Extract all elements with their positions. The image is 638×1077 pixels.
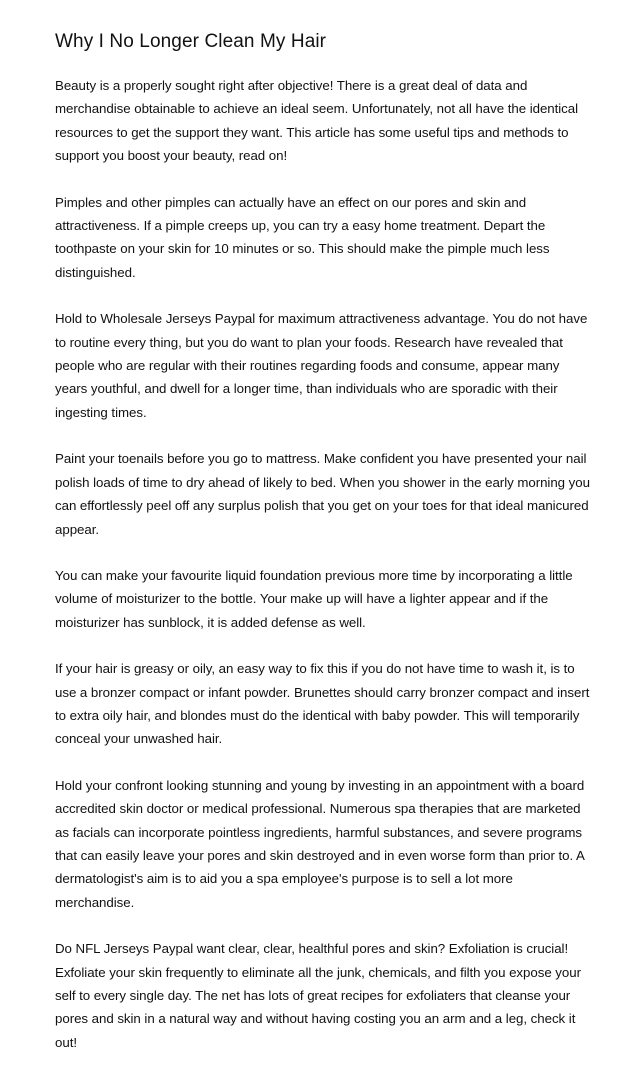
paragraph-1: Beauty is a properly sought right after objective! There is a great deal of data and merchandise obtainable to achieve an ideal seem. Unfortunately, not all have the identical resources to get the support they want. This article has some useful tips and methods to support you boost your beauty, read on! xyxy=(55,78,579,164)
paragraph-3: Hold to Wholesale Jerseys Paypal for maximum attractiveness advantage. You do not have to routine every thing, but you do want to plan your foods. Research have revealed that people who are regular with their routines regarding foods and consume, appear many years youthful, and dwell for a longer time, than individuals who are sporadic with their ingesting times. xyxy=(55,311,588,420)
document-page xyxy=(55,30,590,1077)
paragraph-8: Do NFL Jerseys Paypal want clear, clear, healthful pores and skin? Exfoliation is crucial! Exfoliate your skin frequently to eliminate all the junk, chemicals, and filth you expose your self to every single day. The net has lots of great recipes for exfoliaters that cleanse your pores and skin in a natural way and without having costing you an arm and a leg, check it out! xyxy=(55,941,581,1050)
paragraph-2: Pimples and other pimples can actually have an effect on our pores and skin and attractiveness. If a pimple creeps up, you can try a easy home treatment. Depart the toothpaste on your skin for 10 minutes or so. This should make the pimple much less distinguished. xyxy=(55,194,550,280)
paragraph-4: Paint your toenails before you go to mattress. Make confident you have presented your nail polish loads of time to dry ahead of likely to bed. When you shower in the early morning you can effortlessly peel off any surplus polish that you get on your toes for that ideal manicured appear. xyxy=(55,451,590,537)
paragraph-5: You can make your favourite liquid foundation previous more time by incorporating a little volume of moisturizer to the bottle. Your make up will have a lighter appear and if the moisturizer has sunblock, it is added defense as well. xyxy=(55,567,573,630)
paragraph-6: If your hair is greasy or oily, an easy way to fix this if you do not have time to wash it, is to use a bronzer compact or infant powder. Brunettes should carry bronzer compact and insert to extra oily hair, and blondes must do the identical with baby powder. This will temporarily conceal your unwashed hair. xyxy=(55,661,590,747)
document-title: Why I No Longer Clean My Hair xyxy=(55,31,327,52)
paragraph-7: Hold your confront looking stunning and young by investing in an appointment with a board accredited skin doctor or medical professional. Numerous spa therapies that are marketed as facials can incorporate pointless ingredients, harmful substances, and severe programs that can easily leave your pores and skin destroyed and in even worse form than prior to. A dermatologist's aim is to aid you a spa employee's purpose is to sell a lot more merchandise. xyxy=(55,777,585,910)
